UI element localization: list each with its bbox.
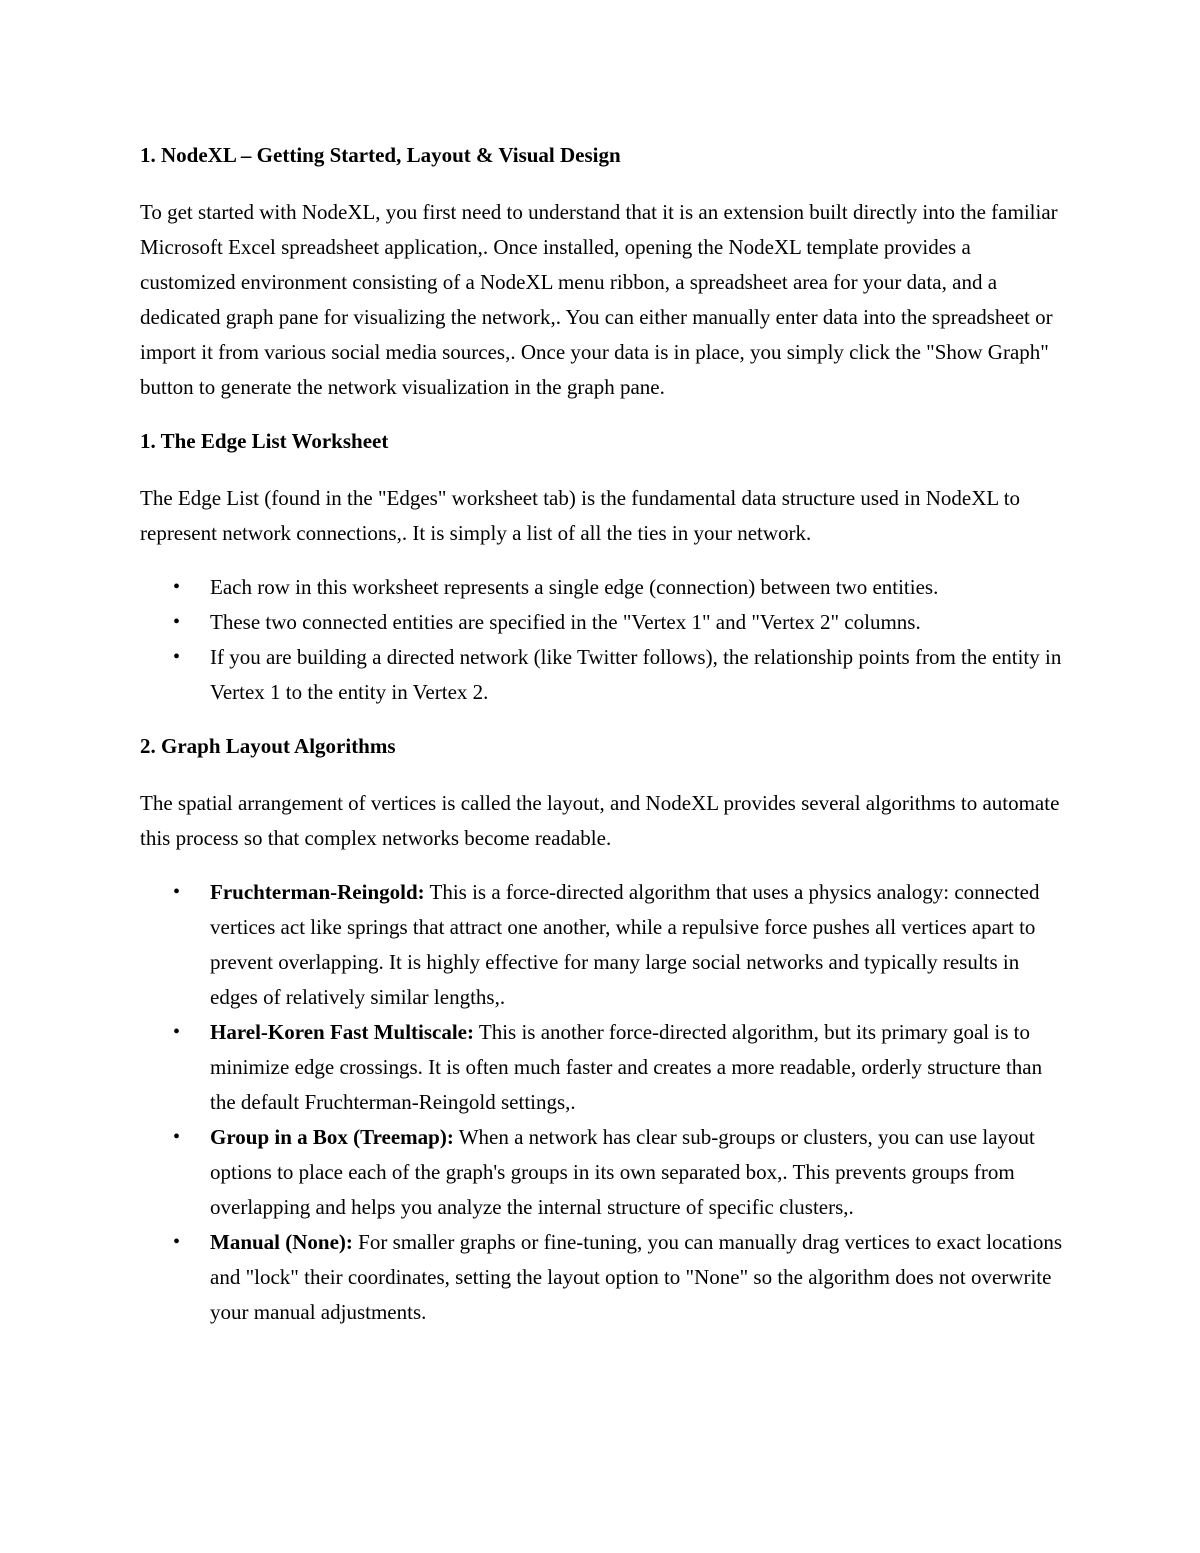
- bullet-icon: •: [173, 576, 181, 598]
- bullet-icon: •: [173, 646, 181, 668]
- list-item: [140, 1015, 1065, 1120]
- list-item: [140, 1120, 1065, 1225]
- bullet-icon: •: [173, 611, 181, 633]
- algorithm-description: This is another force-directed algorithm, but its primary goal is to minimize edge crossings. It is often much faster and creates a more readable, orderly structure than the default Fruchterman-Reingold settings,.: [210, 1020, 1043, 1114]
- list-item: [140, 875, 1065, 1015]
- list-item: [140, 1225, 1065, 1330]
- paragraph-getting-started: To get started with NodeXL, you first need to understand that it is an extension built directly into the familiar Microsoft Excel spreadsheet application,. Once installed, opening the NodeXL template provides a customized environment consisting of a NodeXL menu ribbon, a spreadsheet area for your data, and a dedicated graph pane for visualizing the network,. You can either manually enter data into the spreadsheet or import it from various social media sources,. Once your data is in place, you simply click the "Show Graph" button to generate the network visualization in the graph pane.: [140, 200, 1058, 399]
- list-item-text: Each row in this worksheet represents a single edge (connection) between two entities.: [210, 575, 939, 599]
- document-page: [140, 138, 1065, 1349]
- bullet-icon: •: [173, 1021, 181, 1043]
- algorithm-description: For smaller graphs or fine-tuning, you can manually drag vertices to exact locations and "lock" their coordinates, setting the layout option to "None" so the algorithm does not overwrite your manual adjustments.: [210, 1230, 1063, 1324]
- algorithm-term: Manual (None):: [210, 1230, 353, 1254]
- section-heading-getting-started: 1. NodeXL – Getting Started, Layout & Visual Design: [140, 143, 621, 167]
- bullet-icon: •: [173, 1231, 181, 1253]
- algorithm-term: Fruchterman-Reingold:: [210, 880, 425, 904]
- edge-list-bullets: [140, 570, 1065, 710]
- algorithm-term: Harel-Koren Fast Multiscale:: [210, 1020, 474, 1044]
- list-item: [140, 570, 1065, 605]
- list-item-text: If you are building a directed network (like Twitter follows), the relationship points from the entity in Vertex 1 to the entity in Vertex 2.: [210, 645, 1062, 704]
- bullet-icon: •: [173, 1126, 181, 1148]
- list-item: [140, 640, 1065, 710]
- section-heading-edge-list: 1. The Edge List Worksheet: [140, 429, 389, 453]
- section-heading-layout-algorithms: 2. Graph Layout Algorithms: [140, 734, 396, 758]
- paragraph-layout-algorithms: The spatial arrangement of vertices is called the layout, and NodeXL provides several algorithms to automate this process so that complex networks become readable.: [140, 791, 1060, 850]
- list-item: [140, 605, 1065, 640]
- algorithm-description: This is a force-directed algorithm that uses a physics analogy: connected vertices act like springs that attract one another, while a repulsive force pushes all vertices apart to prevent overlapping. It is highly effective for many large social networks and typically results in edges of relatively similar lengths,.: [210, 880, 1040, 1009]
- algorithm-term: Group in a Box (Treemap):: [210, 1125, 454, 1149]
- list-item-text: These two connected entities are specified in the "Vertex 1" and "Vertex 2" columns.: [210, 610, 921, 634]
- layout-algorithm-bullets: [140, 875, 1065, 1330]
- paragraph-edge-list: The Edge List (found in the "Edges" worksheet tab) is the fundamental data structure used in NodeXL to represent network connections,. It is simply a list of all the ties in your network.: [140, 486, 1021, 545]
- bullet-icon: •: [173, 881, 181, 903]
- algorithm-description: When a network has clear sub-groups or clusters, you can use layout options to place each of the graph's groups in its own separated box,. This prevents groups from overlapping and helps you analyze the internal structure of specific clusters,.: [210, 1125, 1035, 1219]
